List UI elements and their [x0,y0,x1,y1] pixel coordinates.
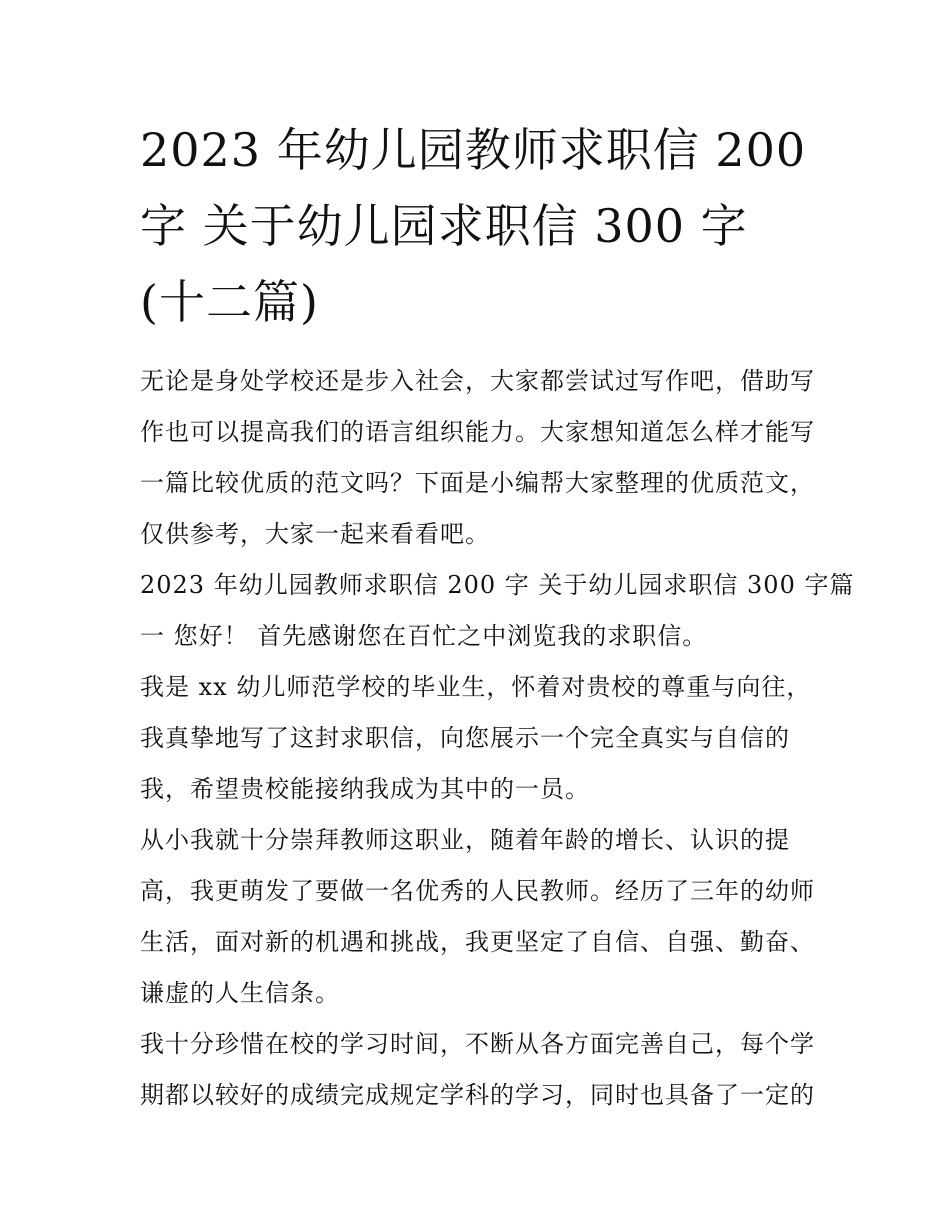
title-line-1: 2023 年幼儿园教师求职信 200 [140,123,807,177]
body-line: 我是 xx 幼儿师范学校的毕业生，怀着对贵校的尊重与向往， [140,673,812,701]
body-line: 从小我就十分崇拜教师这职业，随着年龄的增长、认识的提 [140,826,790,854]
body-line: 一篇比较优质的范文吗？下面是小编帮大家整理的优质范文， [140,469,815,497]
document-body [140,356,855,1121]
body-line: 谦虚的人生信条。 [140,979,340,1007]
title-line-2: 字 关于幼儿园求职信 300 字 [140,199,748,253]
body-line: 生活，面对新的机遇和挑战，我更坚定了自信、自强、勤奋、 [140,928,815,956]
title-line-3: (十二篇) [140,275,319,329]
body-line: 仅供参考，大家一起来看看吧。 [140,520,490,548]
body-line: 高，我更萌发了要做一名优秀的人民教师。经历了三年的幼师 [140,877,815,905]
document-title [140,112,820,340]
body-line: 我十分珍惜在校的学习时间，不断从各方面完善自己，每个学 [140,1030,815,1058]
body-line: 无论是身处学校还是步入社会，大家都尝试过写作吧，借助写 [140,367,815,395]
body-line: 作也可以提高我们的语言组织能力。大家想知道怎么样才能写 [140,418,815,446]
body-line: 2023 年幼儿园教师求职信 200 字 关于幼儿园求职信 300 字篇 [140,571,855,599]
body-line: 我真挚地写了这封求职信，向您展示一个完全真实与自信的 [140,724,790,752]
body-line: 期都以较好的成绩完成规定学科的学习，同时也具备了一定的 [140,1081,815,1109]
body-line: 我，希望贵校能接纳我成为其中的一员。 [140,775,590,803]
body-line: 一 您好！ 首先感谢您在百忙之中浏览我的求职信。 [140,622,708,650]
